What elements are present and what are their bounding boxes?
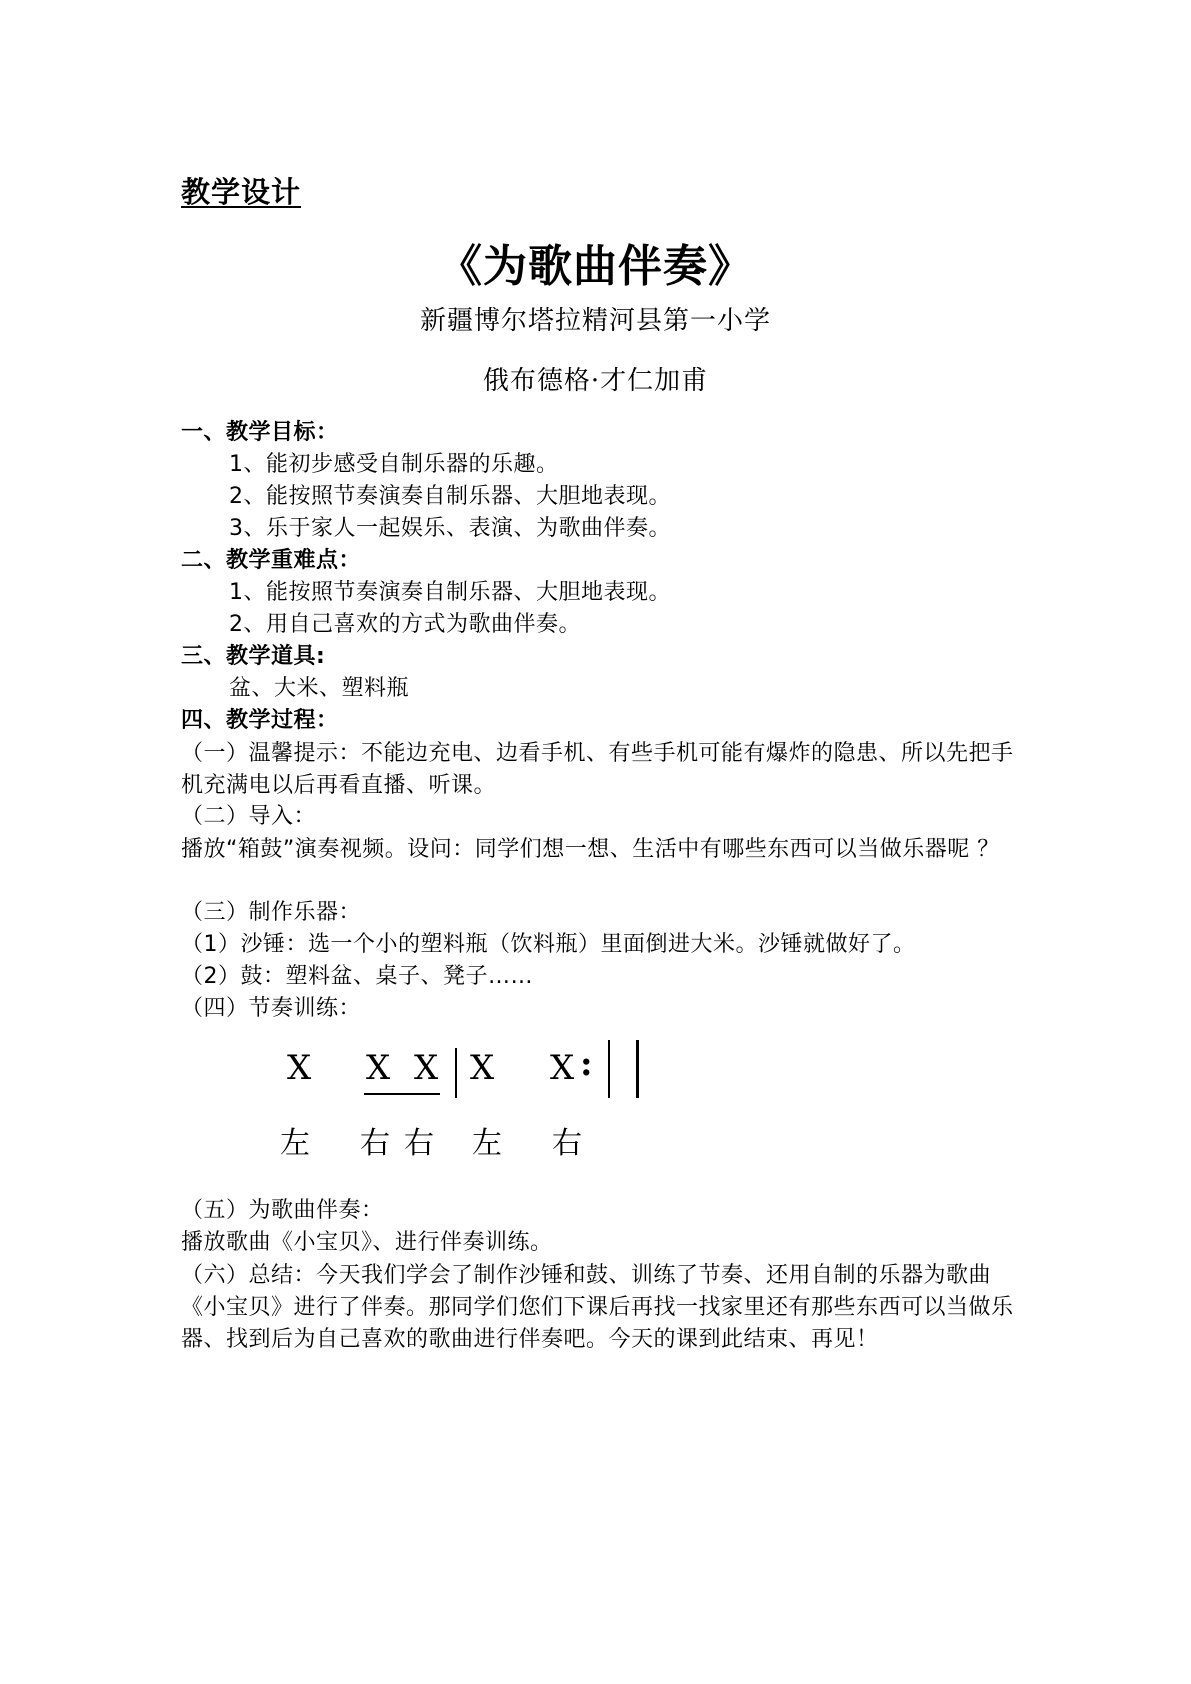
rhythm-note: X <box>470 1048 495 1088</box>
process-heading: 四、教学过程： <box>181 708 339 733</box>
process-step-intro-heading: （二）导入： <box>181 804 317 829</box>
bar-line <box>455 1048 457 1098</box>
process-step-summary: （六）总结：今天我们学会了制作沙锤和鼓、训练了节奏、还用自制的乐器为歌曲《小宝贝》进行了伴奏。那同学们您们下课后再找一找家里还有那些东西可以当做乐器、找到后为自己喜欢的歌曲进行伴奏吧。今天的课到此结束、再见！ <box>181 1263 1014 1352</box>
process-step-make-heading: （三）制作乐器： <box>181 900 362 925</box>
process-step-accompany-heading: （五）为歌曲伴奏： <box>181 1198 384 1223</box>
key-points-heading: 二、教学重难点： <box>181 548 362 573</box>
end-bar-line <box>636 1040 639 1098</box>
eighth-note-underline <box>364 1093 440 1095</box>
repeat-colon: : <box>580 1044 593 1084</box>
props-heading: 三、教学道具: <box>181 644 326 669</box>
lesson-title: 《为歌曲伴奏》 <box>438 241 753 292</box>
rhythm-note: X <box>287 1048 312 1088</box>
hand-label: 左 <box>472 1126 502 1161</box>
author-name: 俄布德格·才仁加甫 <box>482 366 709 396</box>
hand-label: 右 <box>360 1126 390 1161</box>
process-step-accompany-body: 播放歌曲《小宝贝》、进行伴奏训练。 <box>181 1230 553 1255</box>
hand-label: 左 <box>280 1126 310 1161</box>
goal-item: 2、能按照节奏演奏自制乐器、大胆地表现。 <box>229 484 671 509</box>
process-step-intro-body: 播放“箱鼓”演奏视频。设问：同学们想一想、生活中有哪些东西可以当做乐器呢 ？ <box>181 837 1000 862</box>
key-point-item: 2、用自己喜欢的方式为歌曲伴奏。 <box>229 612 581 637</box>
rhythm-note: X <box>366 1048 391 1088</box>
school-name: 新疆博尔塔拉精河县第一小学 <box>419 306 771 336</box>
goal-item: 1、能初步感受自制乐器的乐趣。 <box>229 452 559 477</box>
document-type-label: 教学设计 <box>181 175 302 209</box>
process-step-rhythm-heading: （四）节奏训练： <box>181 996 362 1021</box>
hand-label: 右 <box>552 1126 582 1161</box>
rhythm-note: X <box>414 1048 439 1088</box>
repeat-bar-line <box>608 1040 610 1098</box>
goal-item: 3、乐于家人一起娱乐、表演、为歌曲伴奏。 <box>229 516 671 541</box>
props-item: 盆、大米、塑料瓶 <box>229 676 410 701</box>
key-point-item: 1、能按照节奏演奏自制乐器、大胆地表现。 <box>229 580 671 605</box>
goals-heading: 一、教学目标： <box>181 420 339 445</box>
process-step-make-item: （2）鼓：塑料盆、桌子、凳子…… <box>181 964 533 989</box>
rhythm-notation <box>260 1040 680 1170</box>
rhythm-note: X <box>550 1048 575 1088</box>
process-step-make-item: （1）沙锤：选一个小的塑料瓶（饮料瓶）里面倒进大米。沙锤就做好了。 <box>181 932 916 957</box>
process-step-warning: （一）温馨提示：不能边充电、边看手机、有些手机可能有爆炸的隐患、所以先把手机充满电以后再看直播、听课。 <box>181 741 1014 798</box>
hand-label: 右 <box>404 1126 434 1161</box>
